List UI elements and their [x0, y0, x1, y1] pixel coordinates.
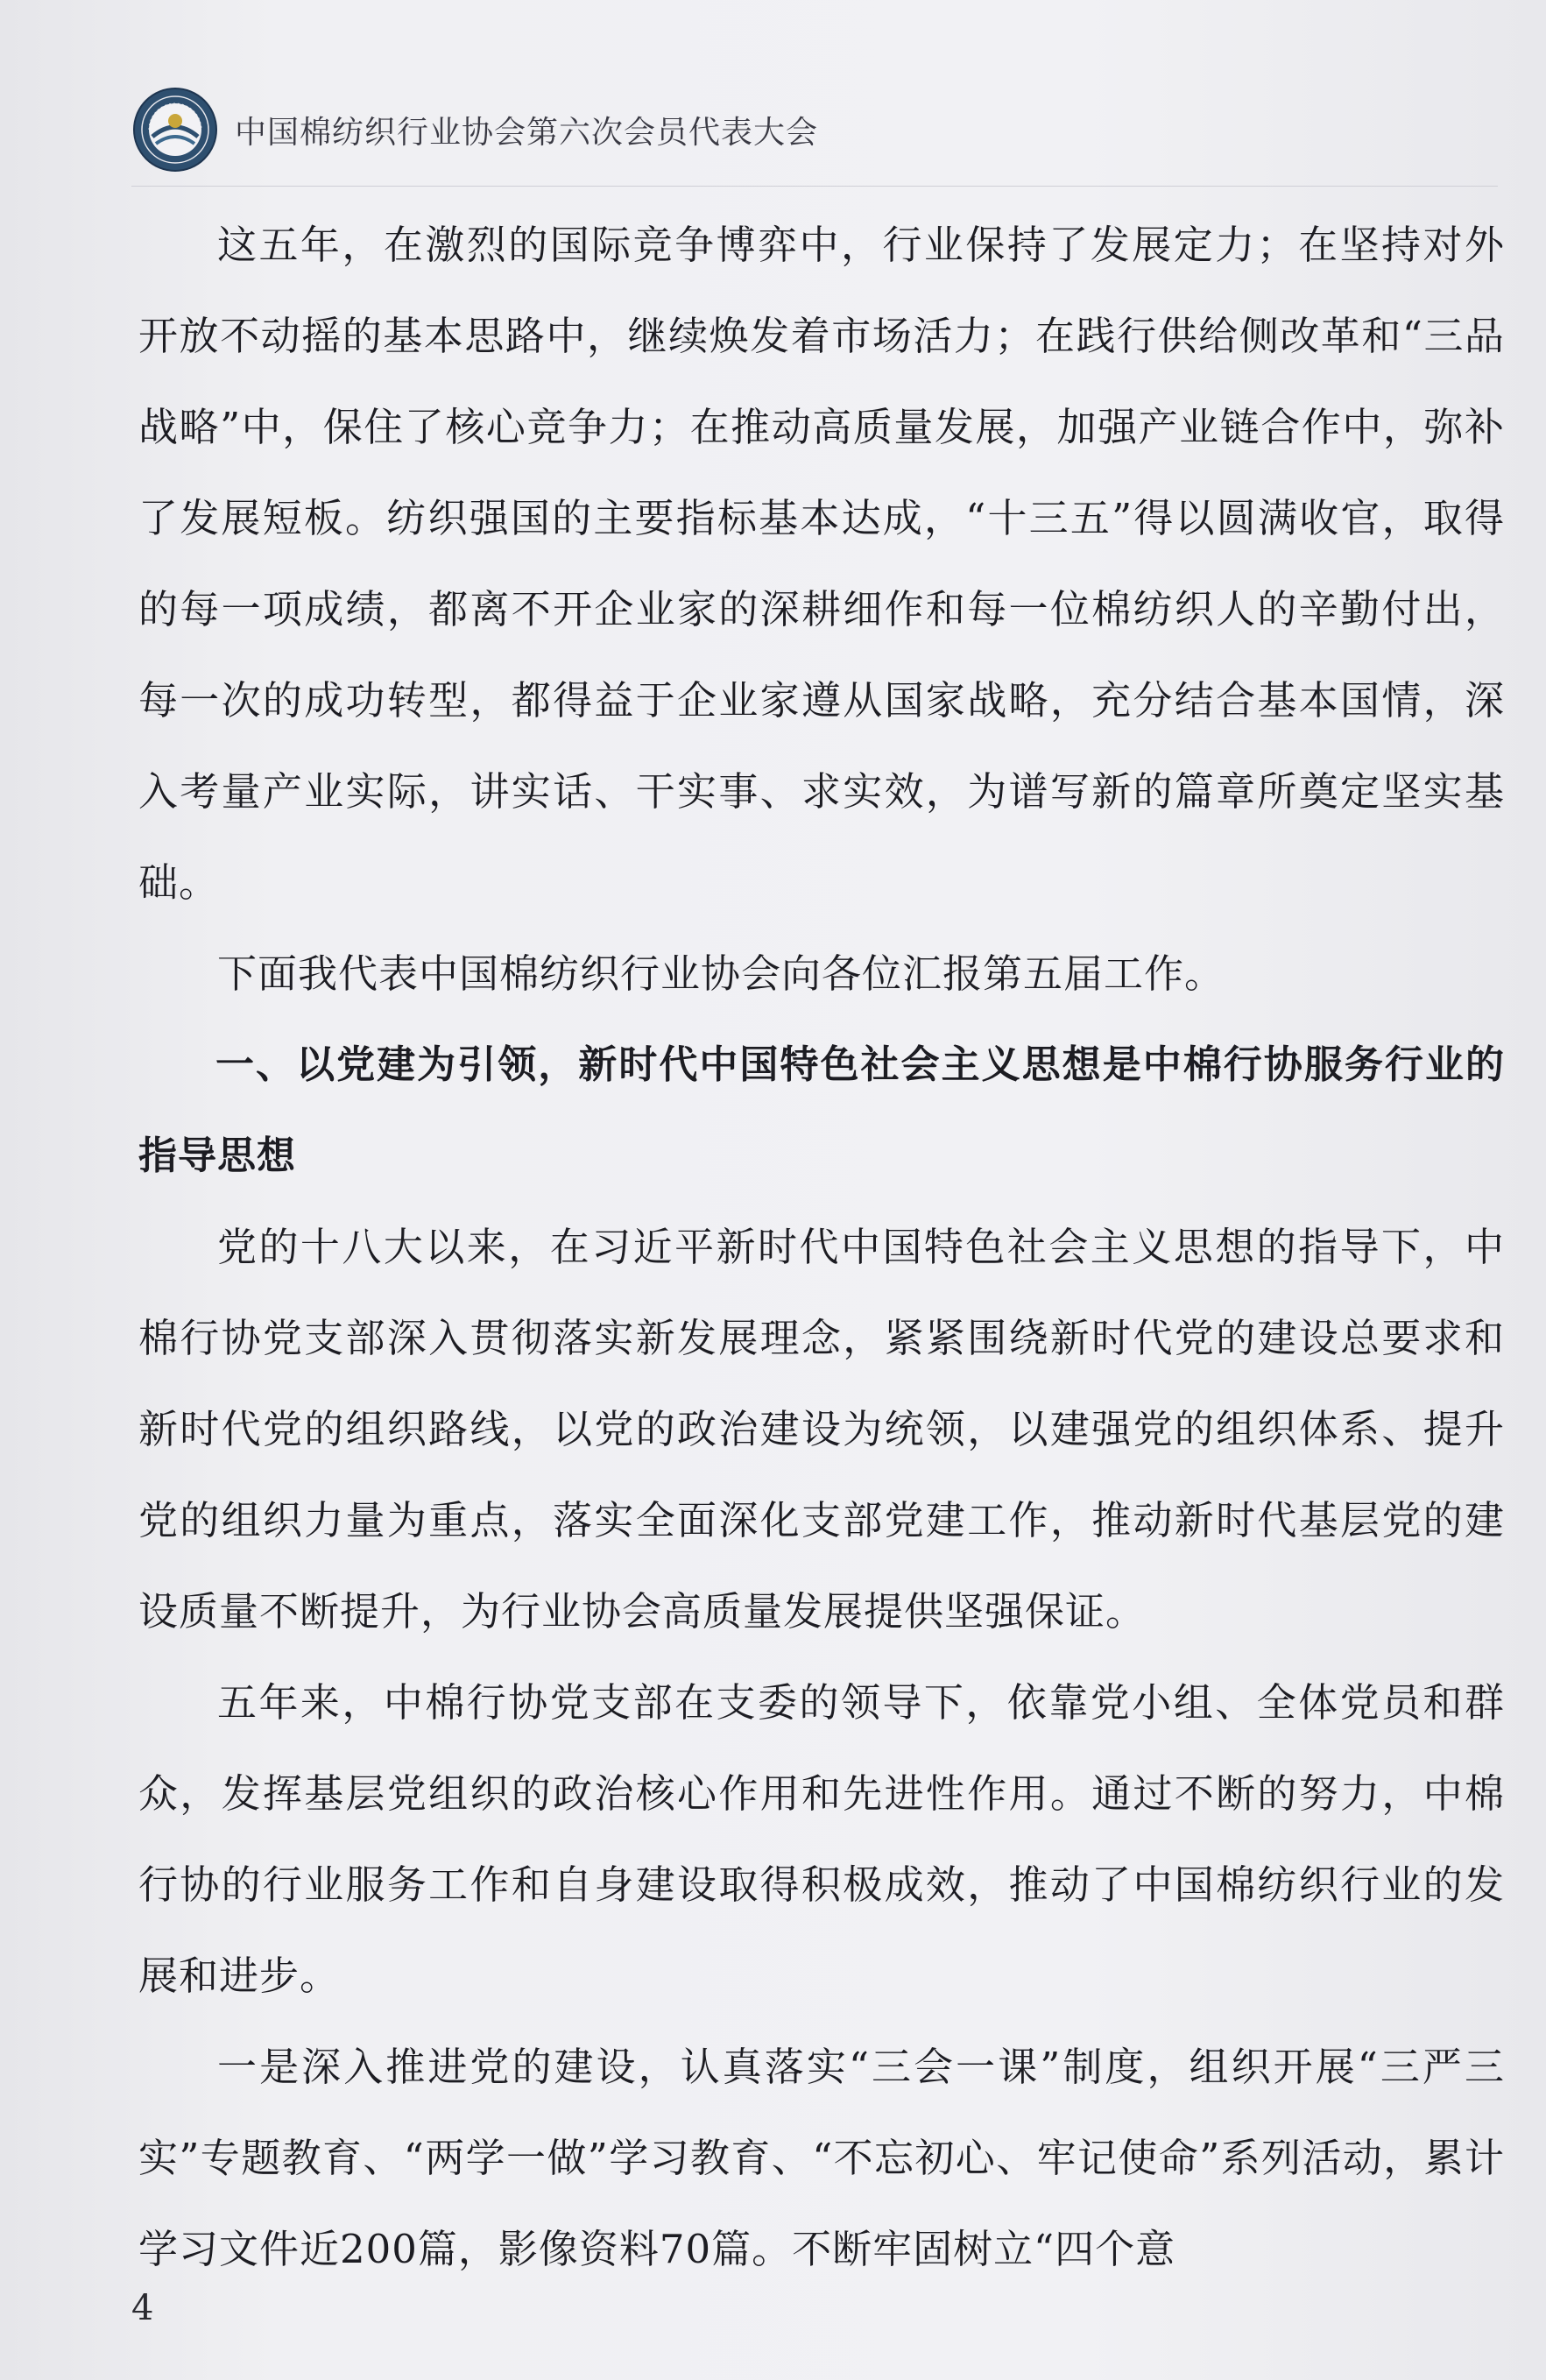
paragraph: 党的十八大以来，在习近平新时代中国特色社会主义思想的指导下，中棉行协党支部深入贯彻落实新发展理念，紧紧围绕新时代党的建设总要求和新时代党的组织路线，以党的政治建设为统领，以建强党的组织体系、提升党的组织力量为重点，落实全面深化支部党建工作，推动新时代基层党的建设质量不断提升，为行业协会高质量发展提供坚强保证。 — [138, 1224, 1505, 1635]
paragraph: 一是深入推进党的建设，认真落实“三会一课”制度，组织开展“三严三实”专题教育、“两学一做”学习教育、“不忘初心、牢记使命”系列活动，累计学习文件近200篇，影像资料70篇。不断牢固树立“四个意 — [138, 2044, 1505, 2272]
section-heading: 一、以党建为引领，新时代中国特色社会主义思想是中棉行协服务行业的指导思想 — [138, 1042, 1505, 1178]
association-logo-icon — [131, 86, 219, 173]
body-text — [138, 200, 1505, 2295]
header-title: 中国棉纺织行业协会第六次会员代表大会 — [235, 114, 819, 151]
paragraph: 五年来，中棉行协党支部在支委的领导下，依靠党小组、全体党员和群众，发挥基层党组织的政治核心作用和先进性作用。通过不断的努力，中棉行协的行业服务工作和自身建设取得积极成效，推动了中国棉纺织行业的发展和进步。 — [138, 1679, 1505, 1999]
paragraph: 这五年，在激烈的国际竞争博弈中，行业保持了发展定力；在坚持对外开放不动摇的基本思路中，继续焕发着市场活力；在践行供给侧改革和“三品战略”中，保住了核心竞争力；在推动高质量发展，加强产业链合作中，弥补了发展短板。纺织强国的主要指标基本达成，“十三五”得以圆满收官，取得的每一项成绩，都离不开企业家的深耕细作和每一位棉纺织人的辛勤付出，每一次的成功转型，都得益于企业家遵从国家战略，充分结合基本国情，深入考量产业实际，讲实话、干实事、求实效，为谱写新的篇章所奠定坚实基础。 — [138, 222, 1505, 906]
paragraph: 下面我代表中国棉纺织行业协会向各位汇报第五届工作。 — [217, 950, 1225, 997]
page-header — [131, 86, 818, 173]
page-number: 4 — [131, 2288, 154, 2328]
header-divider — [131, 186, 1498, 187]
